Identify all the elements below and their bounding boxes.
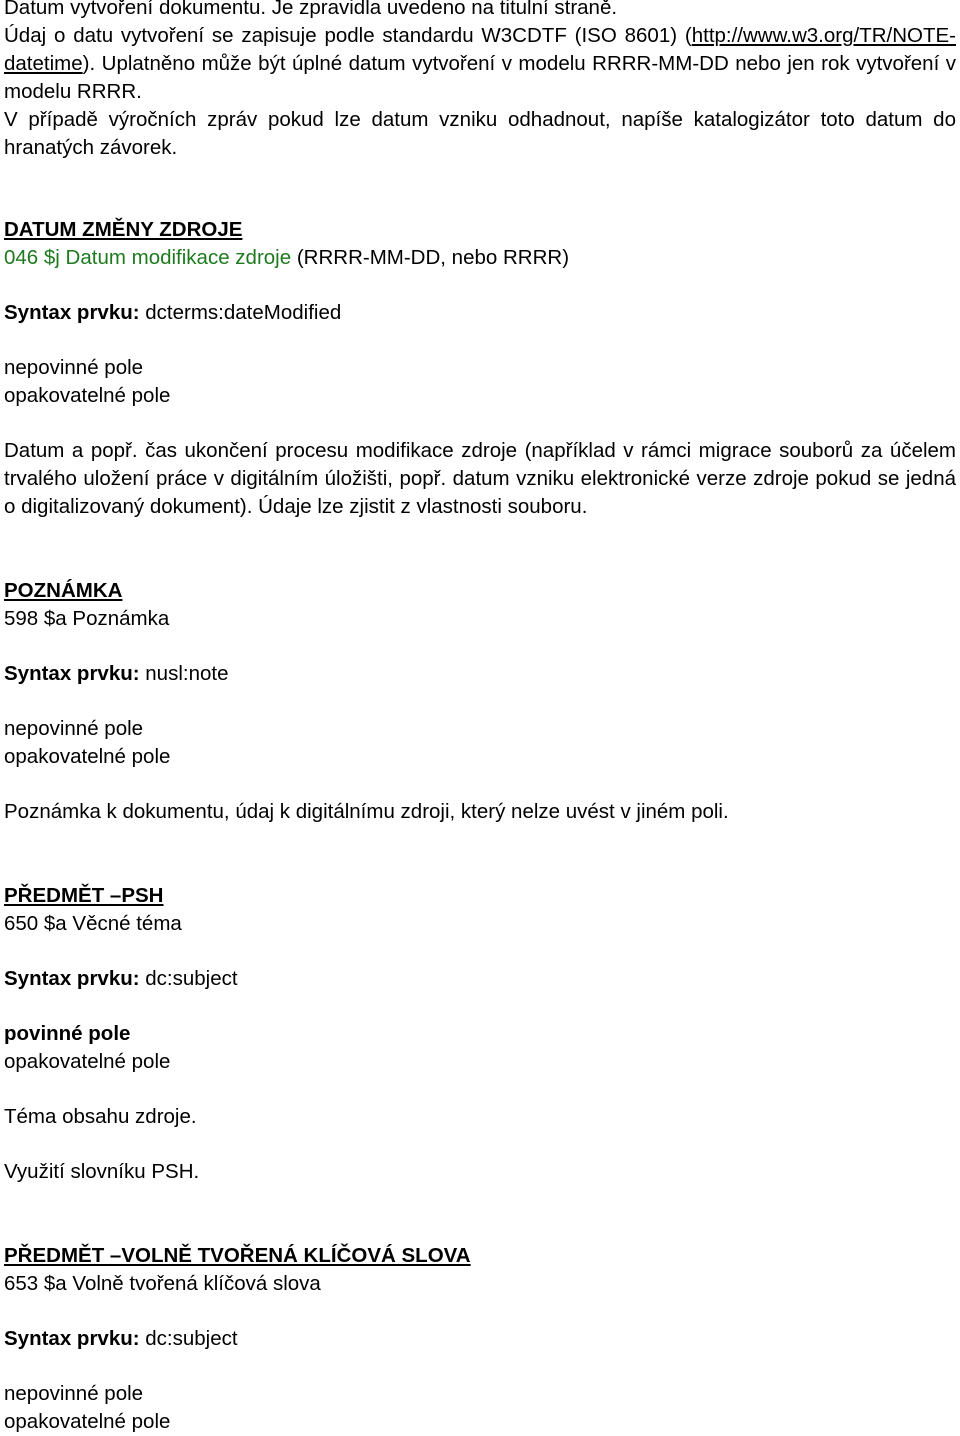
repeatability: opakovatelné pole	[4, 745, 171, 768]
field-code	[4, 244, 956, 272]
obligation: povinné pole	[4, 1022, 131, 1045]
field-code: 653 $a Volně tvořená klíčová slova	[4, 1272, 321, 1295]
section-heading: PŘEDMĚT –VOLNĚ TVOŘENÁ KLÍČOVÁ SLOVA	[4, 1244, 471, 1267]
syntax-line	[4, 965, 956, 993]
syntax-line	[4, 299, 956, 327]
section-heading: POZNÁMKA	[4, 579, 123, 602]
syntax-label: Syntax prvku:	[4, 662, 140, 685]
repeatability: opakovatelné pole	[4, 1410, 171, 1433]
syntax-label: Syntax prvku:	[4, 967, 140, 990]
section-subject-psh	[4, 882, 956, 1186]
intro-paragraph-standard	[4, 22, 956, 106]
syntax-label: Syntax prvku:	[4, 301, 140, 324]
section-heading: PŘEDMĚT –PSH	[4, 884, 164, 907]
field-code: 650 $a Věcné téma	[4, 912, 182, 935]
intro-paragraph-annual-reports: V případě výročních zpráv pokud lze datum vzniku odhadnout, napíše katalogizátor toto datum do hranatých závorek.	[4, 108, 956, 159]
field-code-format: (RRRR-MM-DD, nebo RRRR)	[291, 246, 570, 269]
syntax-value: dcterms:dateModified	[139, 301, 342, 324]
intro-line: Datum vytvoření dokumentu. Je zpravidla uvedeno na titulní straně.	[4, 0, 618, 19]
repeatability: opakovatelné pole	[4, 1050, 171, 1073]
syntax-label: Syntax prvku:	[4, 1327, 140, 1350]
intro-text: Údaj o datu vytvoření se zapisuje podle standardu W3CDTF (ISO 8601) (	[4, 24, 692, 47]
syntax-line	[4, 660, 956, 688]
section-description-vocabulary: Využití slovníku PSH.	[4, 1160, 200, 1183]
intro-block	[4, 0, 956, 162]
w3c-datetime-link[interactable]: http://www.w3.org/TR/NOTE-datetime	[4, 24, 956, 75]
syntax-value: nusl:note	[139, 662, 229, 685]
section-description: Téma obsahu zdroje.	[4, 1105, 197, 1128]
repeatability: opakovatelné pole	[4, 384, 171, 407]
section-note	[4, 577, 956, 826]
intro-text: ). Uplatněno může být úplné datum vytvoření v modelu RRRR-MM-DD nebo jen rok vytvoření v modelu RRRR.	[4, 52, 956, 103]
section-description: Poznámka k dokumentu, údaj k digitálnímu zdroji, který nelze uvést v jiném poli.	[4, 800, 729, 823]
section-date-modified	[4, 216, 956, 521]
section-subject-keywords	[4, 1242, 956, 1436]
section-description: Datum a popř. čas ukončení procesu modifikace zdroje (například v rámci migrace souborů za účelem trvalého uložení práce v digitálním úložišti, popř. datum vzniku elektronické verze zdroje pokud se jedná o digitalizovaný dokument). Údaje lze zjistit z vlastnosti souboru.	[4, 439, 956, 518]
section-heading: DATUM ZMĚNY ZDROJE	[4, 218, 243, 241]
field-code-highlight: 046 $j Datum modifikace zdroje	[4, 246, 292, 269]
obligation: nepovinné pole	[4, 1382, 144, 1405]
syntax-value: dc:subject	[139, 1327, 238, 1350]
obligation: nepovinné pole	[4, 356, 144, 379]
obligation: nepovinné pole	[4, 717, 144, 740]
field-code: 598 $a Poznámka	[4, 607, 170, 630]
syntax-line	[4, 1325, 956, 1353]
syntax-value: dc:subject	[139, 967, 238, 990]
